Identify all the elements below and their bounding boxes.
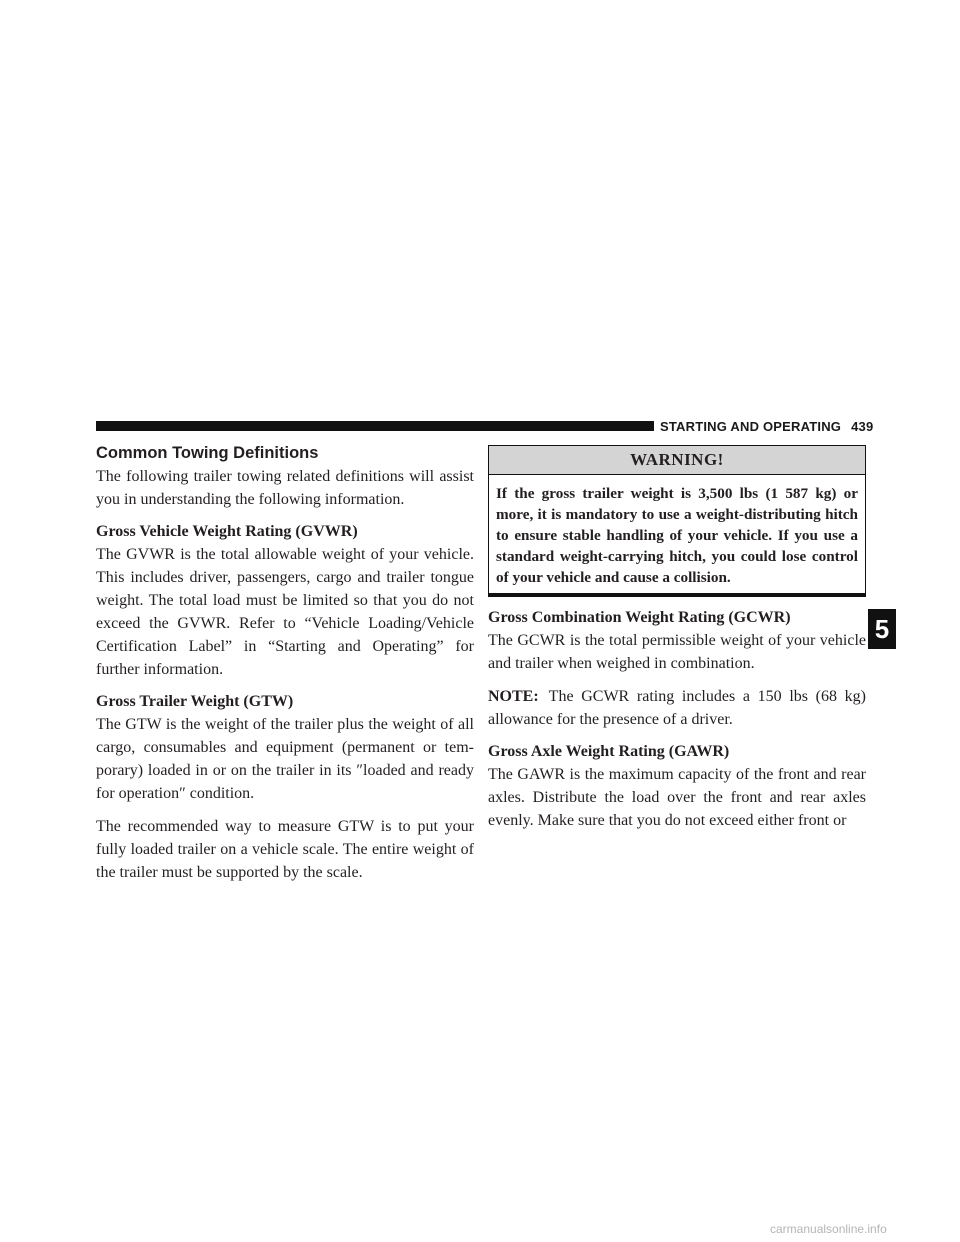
gawr-paragraph: The GAWR is the maximum capacity of the front and rear axles. Distribute the load over the front and rear axles evenly. Make sure that you do not exceed either front or [488,766,866,829]
gvwr-paragraph: The GVWR is the total allowable weight of your vehicle. This includes driver, passengers, cargo and trailer tongue weight. The total load must be limited so that you do not exceed the GVWR. Refer to “Vehicle Loading/Vehicle Certification Label” in “Starting and Operating” for further information. [96,546,474,678]
gtw-paragraph: The GTW is the weight of the trailer plus the weight of all cargo, consumables and equipment (permanent or tem-porary) loaded in or on the trailer in its ″loaded and ready for operation″ condition. [96,716,474,802]
warning-bottom-rule [488,594,866,597]
gcwr-paragraph: The GCWR is the total permissible weight of your vehicle and trailer when weighed in combination. [488,632,866,672]
section-title: STARTING AND OPERATING [660,419,842,434]
warning-title: WARNING! [489,446,865,475]
right-column [488,443,866,832]
gawr-heading: Gross Axle Weight Rating (GAWR) [488,743,730,760]
gvwr-heading: Gross Vehicle Weight Rating (GVWR) [96,523,358,540]
gtw-heading: Gross Trailer Weight (GTW) [96,693,294,710]
note-paragraph [488,685,866,731]
gcwr-heading: Gross Combination Weight Rating (GCWR) [488,609,791,626]
intro-paragraph: The following trailer towing related definitions will assist you in understanding the following information. [96,468,474,508]
watermark: carmanualsonline.info [770,1222,887,1236]
warning-box [488,445,866,594]
gtw-measure-paragraph: The recommended way to measure GTW is to put your fully loaded trailer on a vehicle scale. The entire weight of the trailer must be supported by the scale. [96,818,474,881]
note-label: NOTE: [488,688,539,705]
left-column [96,443,474,884]
warning-text: If the gross trailer weight is 3,500 lbs (1 587 kg) or more, it is mandatory to use a weight-distributing hitch to ensure stable handling of your vehicle. If you use a standard weight-carrying hitch, you could lose control of your vehicle and cause a collision. [496,485,858,586]
header-rule [96,421,654,431]
page-number: 439 [851,419,874,434]
chapter-tab: 5 [868,609,896,649]
running-header [660,419,873,434]
note-text: The GCWR rating includes a 150 lbs (68 kg) allowance for the presence of a driver. [488,688,866,728]
section-heading: Common Towing Definitions [96,444,319,462]
